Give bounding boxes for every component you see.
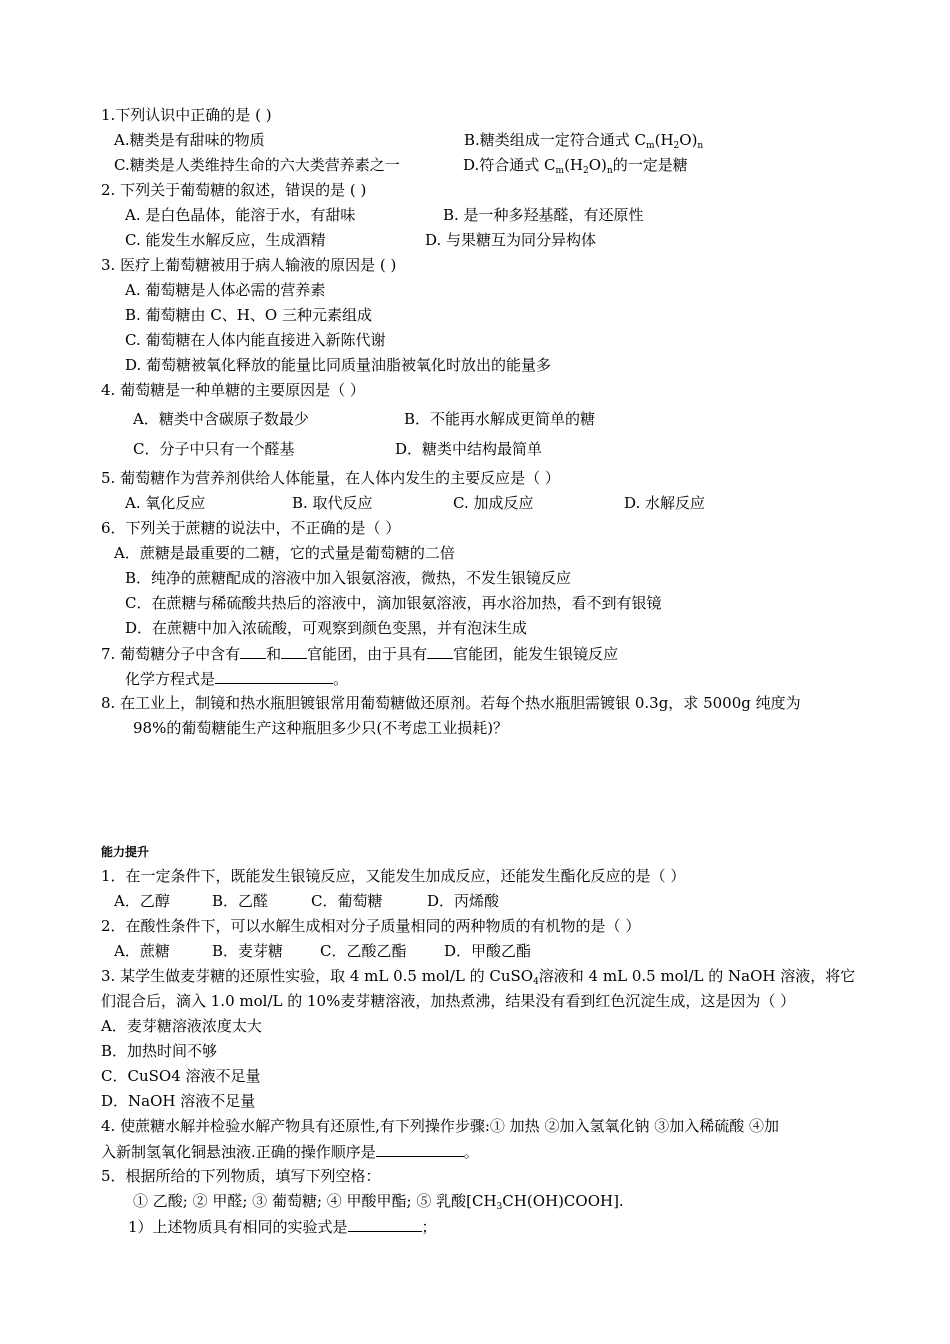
e4-answer-blank[interactable] bbox=[376, 1141, 464, 1157]
q4-options-row2 bbox=[133, 439, 933, 459]
e5-items: ① 乙酸; ② 甲醛; ③ 葡萄糖; ④ 甲酸甲酯; ⑤ 乳酸$[CH_3CH(OH)COOH]$. bbox=[133, 1192, 624, 1212]
q5-options-row bbox=[125, 493, 925, 513]
e1-options-row bbox=[114, 891, 714, 911]
q3-option-b: B. 葡萄糖由 C、H、O 三种元素组成 bbox=[125, 306, 372, 324]
q5-option-b: B. 取代反应 bbox=[292, 494, 373, 512]
q7-line2: 化学方程式是 。 bbox=[125, 670, 349, 688]
q6-stem: 6．下列关于蔗糖的说法中，不正确的是（ ） bbox=[101, 519, 401, 537]
e3-line2: 们混合后，滴入 1.0 mol/L 的 10%麦芽糖溶液，加热煮沸，结果没有看到红色沉淀生成，这是因为（ ） bbox=[101, 992, 796, 1010]
q1-stem: 1.下列认识中正确的是 ( ) bbox=[101, 106, 272, 124]
q1-option-a: A.糖类是有甜味的物质 bbox=[114, 131, 265, 149]
q3-option-c: C. 葡萄糖在人体内能直接进入新陈代谢 bbox=[125, 331, 386, 349]
e3-option-d: D．NaOH 溶液不足量 bbox=[101, 1092, 256, 1110]
e2-option-b: B．麦芽糖 bbox=[212, 942, 284, 960]
q5-stem: 5. 葡萄糖作为营养剂供给人体能量，在人体内发生的主要反应是（ ） bbox=[101, 469, 560, 487]
e4-line1: 4. 使蔗糖水解并检验水解产物具有还原性,有下列操作步骤:① 加热 ②加入氢氧化钠 ③加入稀硫酸 ④加 bbox=[101, 1117, 779, 1135]
q5-option-a: A. 氧化反应 bbox=[125, 494, 206, 512]
q6-option-d: D．在蔗糖中加入浓硫酸，可观察到颜色变黑，并有泡沫生成 bbox=[125, 619, 528, 637]
e3-line1: 3. 某学生做麦芽糖的还原性实验，取 4 mL 0.5 mol/L 的 CuSO$_4$溶液和 4 mL 0.5 mol/L 的 NaOH 溶液，将它 bbox=[101, 967, 856, 987]
q8-line2: 98%的葡萄糖能生产这种瓶胆多少只(不考虑工业损耗)？ bbox=[133, 719, 509, 737]
e5-stem: 5．根据所给的下列物质，填写下列空格： bbox=[101, 1167, 381, 1185]
q3-stem: 3. 医疗上葡萄糖被用于病人输液的原因是 ( ) bbox=[101, 256, 397, 274]
q4-stem: 4. 葡萄糖是一种单糖的主要原因是（ ） bbox=[101, 381, 365, 399]
q1-options-row1 bbox=[114, 130, 950, 150]
q1-options-row2 bbox=[114, 155, 950, 175]
q2-options-row2 bbox=[125, 230, 925, 250]
q3-option-d: D. 葡萄糖被氧化释放的能量比同质量油脂被氧化时放出的能量多 bbox=[125, 356, 552, 374]
q5-option-c: C. 加成反应 bbox=[453, 494, 534, 512]
q2-option-c: C. 能发生水解反应，生成酒精 bbox=[125, 231, 326, 249]
q4-option-a: A．糖类中含碳原子数最少 bbox=[133, 410, 309, 428]
e2-option-d: D．甲酸乙酯 bbox=[444, 942, 532, 960]
q2-options-row1 bbox=[125, 205, 925, 225]
q8-line1: 8. 在工业上，制镜和热水瓶胆镀银常用葡萄糖做还原剂。若每个热水瓶胆需镀银 0.3g，求 5000g 纯度为 bbox=[101, 694, 801, 712]
e1-stem: 1．在一定条件下，既能发生银镜反应，又能发生加成反应，还能发生酯化反应的是（ ） bbox=[101, 867, 686, 885]
q4-option-b: B．不能再水解成更简单的糖 bbox=[404, 410, 596, 428]
q5-option-d: D. 水解反应 bbox=[624, 494, 706, 512]
e5-sub1-blank[interactable] bbox=[348, 1216, 422, 1232]
e2-option-c: C．乙酸乙酯 bbox=[320, 942, 407, 960]
e2-options-row bbox=[114, 941, 714, 961]
q1-option-c: C.糖类是人类维持生命的六大类营养素之一 bbox=[114, 156, 400, 174]
e3-option-b: B．加热时间不够 bbox=[101, 1042, 218, 1060]
q2-option-a: A. 是白色晶体，能溶于水，有甜味 bbox=[125, 206, 356, 224]
q4-options-row1 bbox=[133, 409, 933, 429]
q2-option-b: B. 是一种多羟基醛，有还原性 bbox=[443, 206, 644, 224]
q7-blank-1[interactable] bbox=[240, 643, 266, 659]
e1-option-a: A．乙醇 bbox=[114, 892, 170, 910]
q7-equation-blank[interactable] bbox=[215, 668, 333, 684]
q7-line1: 7. 葡萄糖分子中含有 和 官能团，由于具有 官能团，能发生银镜反应 bbox=[101, 645, 619, 663]
e1-option-c: C．葡萄糖 bbox=[311, 892, 383, 910]
q6-option-b: B．纯净的蔗糖配成的溶液中加入银氨溶液，微热，不发生银镜反应 bbox=[125, 569, 572, 587]
e3-option-a: A．麦芽糖溶液浓度太大 bbox=[101, 1017, 262, 1035]
section-title: 能力提升 bbox=[101, 845, 150, 859]
q2-stem: 2. 下列关于葡萄糖的叙述，错误的是 ( ) bbox=[101, 181, 367, 199]
q7-blank-2[interactable] bbox=[281, 643, 307, 659]
e2-option-a: A．蔗糖 bbox=[114, 942, 170, 960]
e1-option-b: B．乙醛 bbox=[212, 892, 269, 910]
e3-option-c: C．CuSO4 溶液不足量 bbox=[101, 1067, 261, 1085]
q6-option-a: A．蔗糖是最重要的二糖，它的式量是葡萄糖的二倍 bbox=[114, 544, 455, 562]
q4-option-d: D．糖类中结构最简单 bbox=[395, 440, 543, 458]
q3-option-a: A. 葡萄糖是人体必需的营养素 bbox=[125, 281, 326, 299]
e4-line2: 入新制氢氧化铜悬浊液.正确的操作顺序是 。 bbox=[101, 1143, 479, 1161]
q2-option-d: D. 与果糖互为同分异构体 bbox=[425, 231, 597, 249]
q1-option-d: D.符合通式 $C_m(H_2O)_n$的一定是糖 bbox=[463, 156, 688, 176]
q7-blank-3[interactable] bbox=[427, 643, 453, 659]
q1-option-b: B.糖类组成一定符合通式 $C_m(H_2O)_n$ bbox=[464, 131, 704, 151]
e2-stem: 2．在酸性条件下，可以水解生成相对分子质量相同的两种物质的有机物的是（ ） bbox=[101, 917, 641, 935]
e5-sub1: 1）上述物质具有相同的实验式是 ； bbox=[128, 1218, 437, 1236]
q4-option-c: C．分子中只有一个醛基 bbox=[133, 440, 295, 458]
e1-option-d: D．丙烯酸 bbox=[427, 892, 500, 910]
q6-option-c: C．在蔗糖与稀硫酸共热后的溶液中，滴加银氨溶液，再水浴加热，看不到有银镜 bbox=[125, 594, 662, 612]
